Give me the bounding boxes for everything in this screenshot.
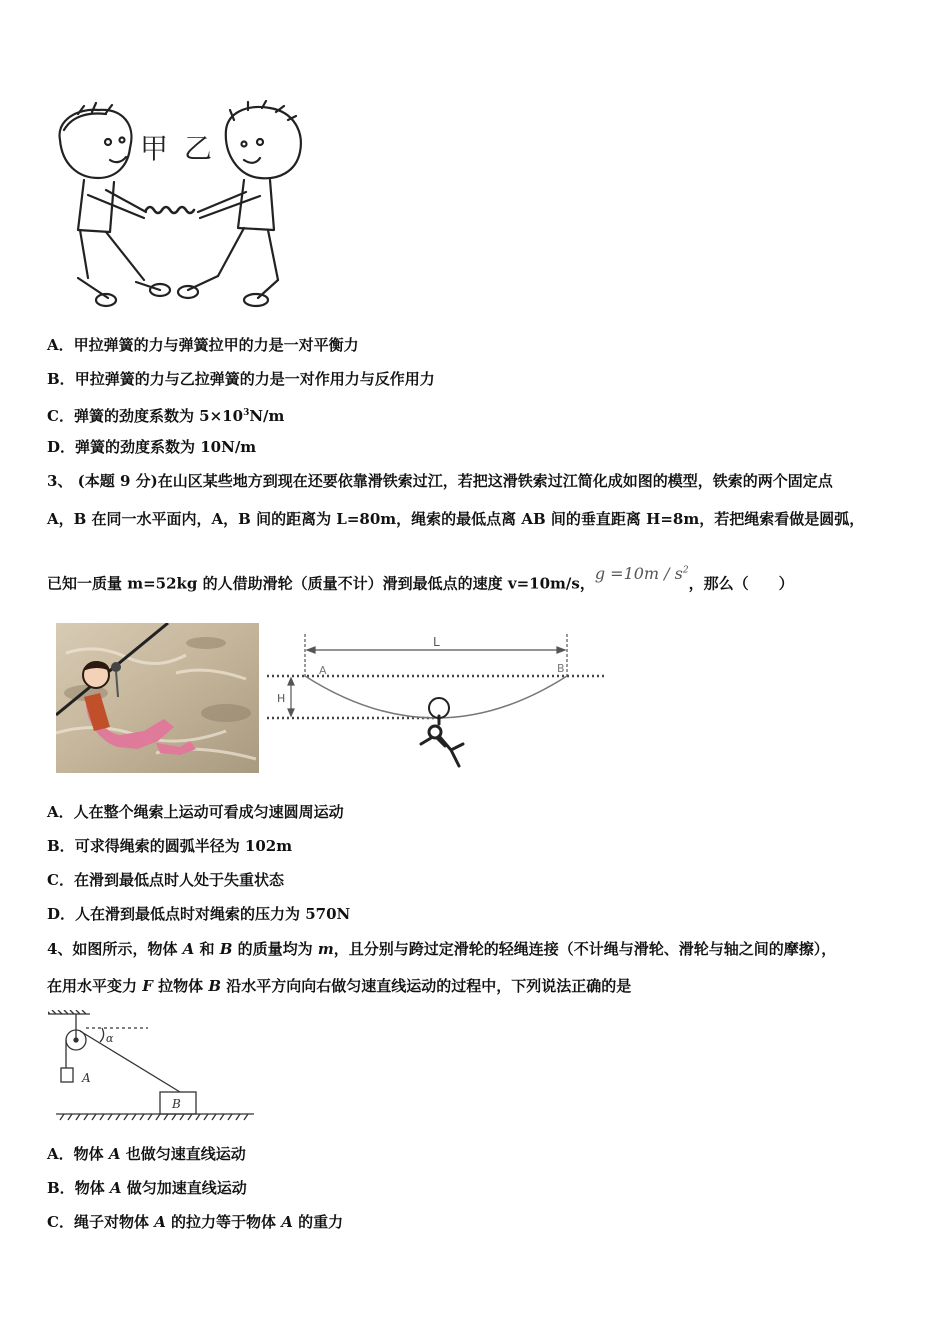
label-alpha: α — [106, 1032, 114, 1045]
q3-option-b — [47, 836, 292, 856]
q3-option-c — [47, 870, 284, 890]
var-B: B — [208, 977, 222, 995]
option-text: 甲拉弹簧的力与弹簧拉甲的力是一对平衡力 — [73, 336, 359, 354]
var-A: A — [109, 1179, 122, 1197]
q2-option-b — [47, 369, 435, 389]
option-letter: A． — [47, 336, 74, 354]
option-letter: C． — [47, 407, 74, 425]
var-m: m — [317, 940, 334, 958]
q2-option-c — [47, 403, 284, 426]
q3-stem-tail: ，那么（ ） — [688, 574, 794, 593]
label-L: L — [433, 635, 440, 649]
q4-option-c: C．绳子对物体 A 的拉力等于物体 A 的重力 — [47, 1213, 344, 1231]
q3-option-a — [47, 802, 344, 822]
option-text: 人在整个绳索上运动可看成匀速圆周运动 — [73, 803, 344, 821]
var-A: A — [154, 1213, 166, 1231]
q3-option-d — [47, 904, 350, 924]
label-B: B — [172, 1097, 181, 1111]
option-letter: D． — [47, 905, 76, 923]
gravity-formula: $g =10m / s^2$ — [594, 564, 689, 584]
q4-option-a: A．物体 A 也做匀速直线运动 — [47, 1145, 246, 1163]
q3-stem-line3 — [47, 564, 794, 593]
pulley-diagram — [48, 1010, 258, 1122]
q4-option-b: B．物体 A 做匀加速直线运动 — [47, 1179, 247, 1197]
option-letter: B． — [47, 1179, 75, 1197]
option-text: 人在滑到最低点时对绳索的压力为 570N — [75, 905, 351, 923]
var-F: F — [142, 977, 153, 995]
var-A: A — [108, 1145, 121, 1163]
label-A: A — [82, 1071, 91, 1085]
option-text: 可求得绳索的圆弧半径为 102m — [74, 837, 293, 855]
q3-stem-line1: 3、 (本题 9 分)在山区某些地方到现在还要依靠滑铁索过江，若把这滑铁索过江简化成如图的模型，铁索的两个固定点 — [47, 472, 833, 490]
var-A: A — [281, 1213, 293, 1231]
option-text: 弹簧的劲度系数为 10N/m — [75, 438, 257, 456]
q3-stem-line2: A，B 在同一水平面内，A，B 间的距离为 L=80m，绳索的最低点离 AB 间的垂直距离 H=8m，若把绳索看做是圆弧， — [47, 510, 865, 528]
zipline-photo — [56, 623, 259, 773]
option-letter: A． — [47, 803, 74, 821]
option-letter: C． — [47, 871, 74, 889]
label-B: B — [557, 662, 565, 675]
zipline-diagram — [265, 628, 607, 770]
option-text: 甲拉弹簧的力与乙拉弹簧的力是一对作用力与反作用力 — [74, 370, 435, 388]
label-yi: 乙 — [184, 132, 213, 165]
option-letter: D． — [47, 438, 76, 456]
option-text: 在滑到最低点时人处于失重状态 — [73, 871, 284, 889]
var-A: A — [182, 940, 195, 958]
option-letter: B． — [47, 370, 75, 388]
spring-tug-figure — [48, 100, 316, 315]
option-letter: A． — [47, 1145, 74, 1163]
q2-option-a — [47, 335, 359, 355]
option-letter: C． — [47, 1213, 74, 1231]
label-jia: 甲 — [140, 132, 169, 165]
var-B: B — [219, 940, 233, 958]
option-text: 弹簧的劲度系数为 5×10 — [73, 407, 244, 425]
exponent: 3 — [243, 408, 250, 418]
option-letter: B． — [47, 837, 75, 855]
q4-stem-line2: 在用水平变力 F 拉物体 B 沿水平方向向右做匀速直线运动的过程中，下列说法正确的是 — [47, 977, 632, 995]
label-A: A — [319, 664, 327, 677]
q2-option-d — [47, 437, 256, 457]
option-unit: N/m — [249, 407, 285, 425]
q3-stem-text: 已知一质量 m=52kg 的人借助滑轮（质量不计）滑到最低点的速度 v=10m/s， — [47, 574, 595, 593]
label-H: H — [277, 692, 286, 705]
q4-stem-line1: 4、如图所示，物体 A 和 B 的质量均为 m，且分别与跨过定滑轮的轻绳连接（不计绳与滑轮、滑轮与轴之间的摩擦）， — [47, 940, 837, 958]
